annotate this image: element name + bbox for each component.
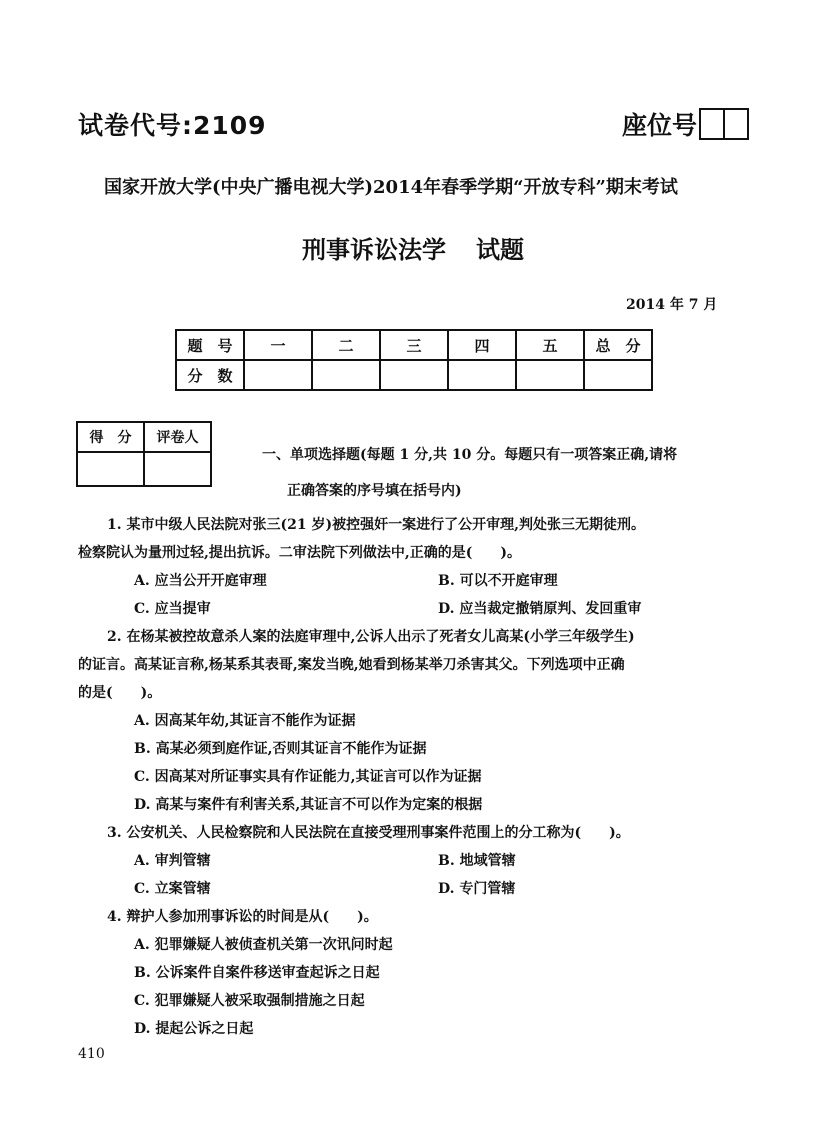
q3-option-d: D. 专门管辖 (438, 881, 516, 897)
score-cell (584, 360, 652, 390)
q2-stem-line1: 2. 在杨某被控故意杀人案的法庭审理中,公诉人出示了死者女儿高某(小学三年级学生) (107, 629, 635, 645)
score-col-1: 一 (244, 330, 312, 360)
exam-header: 国家开放大学(中央广播电视大学)2014年春季学期“开放专科”期末考试 (104, 177, 678, 198)
q2-option-d: D. 高某与案件有利害关系,其证言不可以作为定案的根据 (134, 797, 483, 813)
grader-name-cell (144, 452, 211, 486)
score-cell (244, 360, 312, 390)
q1-stem-line2: 检察院认为量刑过轻,提出抗诉。二审法院下列做法中,正确的是( )。 (78, 545, 521, 561)
score-col-5: 五 (516, 330, 584, 360)
grader-table (76, 421, 212, 487)
q1-option-d: D. 应当裁定撤销原判、发回重审 (438, 601, 642, 617)
q3-option-c: C. 立案管辖 (134, 881, 211, 897)
q4-option-a: A. 犯罪嫌疑人被侦查机关第一次讯问时起 (134, 937, 393, 953)
q1-option-a: A. 应当公开开庭审理 (134, 573, 267, 589)
score-col-label: 题 号 (176, 330, 244, 360)
q2-option-c: C. 因高某对所证事实具有作证能力,其证言可以作为证据 (134, 769, 482, 785)
exam-code: 试卷代号:2109 (78, 111, 267, 140)
score-col-2: 二 (312, 330, 380, 360)
q1-option-c: C. 应当提审 (134, 601, 211, 617)
q4-stem: 4. 辩护人参加刑事诉讼的时间是从( )。 (107, 909, 378, 925)
score-table (175, 329, 653, 391)
q2-stem-line3: 的是( )。 (78, 685, 162, 701)
score-cell (312, 360, 380, 390)
score-cell (516, 360, 584, 390)
score-cell (448, 360, 516, 390)
score-col-4: 四 (448, 330, 516, 360)
q1-stem-line1: 1. 某市中级人民法院对张三(21 岁)被控强奸一案进行了公开审理,判处张三无期徒刑。 (107, 517, 645, 533)
score-col-total: 总 分 (584, 330, 652, 360)
q3-option-b: B. 地域管辖 (438, 853, 516, 869)
section-heading: 一、单项选择题(每题 1 分,共 10 分。每题只有一项答案正确,请将 (262, 447, 678, 463)
exam-title (0, 230, 826, 265)
q4-option-d: D. 提起公诉之日起 (134, 1021, 254, 1037)
page-number: 410 (78, 1046, 105, 1062)
section-heading-cont: 正确答案的序号填在括号内) (287, 483, 462, 499)
grader-name-label: 评卷人 (144, 422, 211, 452)
grader-score-label: 得 分 (77, 422, 144, 452)
score-table-header-row (176, 330, 652, 360)
q3-stem: 3. 公安机关、人民检察院和人民法院在直接受理刑事案件范围上的分工称为( )。 (107, 825, 630, 841)
exam-title-suffix: 试题 (476, 236, 524, 264)
seat-number (622, 106, 749, 142)
score-table-score-row (176, 360, 652, 390)
score-col-3: 三 (380, 330, 448, 360)
score-cell (380, 360, 448, 390)
q3-option-a: A. 审判管辖 (134, 853, 211, 869)
q2-option-b: B. 高某必须到庭作证,否则其证言不能作为证据 (134, 741, 427, 757)
exam-title-subject: 刑事诉讼法学 (302, 236, 446, 264)
q2-option-a: A. 因高某年幼,其证言不能作为证据 (134, 713, 356, 729)
exam-date: 2014 年 7 月 (626, 297, 718, 313)
seat-number-boxes (699, 108, 749, 140)
q1-option-b: B. 可以不开庭审理 (438, 573, 558, 589)
seat-label: 座位号 (622, 111, 698, 140)
q4-option-b: B. 公诉案件自案件移送审查起诉之日起 (134, 965, 380, 981)
q2-stem-line2: 的证言。高某证言称,杨某系其表哥,案发当晚,她看到杨某举刀杀害其父。下列选项中正确 (78, 657, 625, 673)
score-row-label: 分 数 (176, 360, 244, 390)
q4-option-c: C. 犯罪嫌疑人被采取强制措施之日起 (134, 993, 365, 1009)
grader-score-cell (77, 452, 144, 486)
